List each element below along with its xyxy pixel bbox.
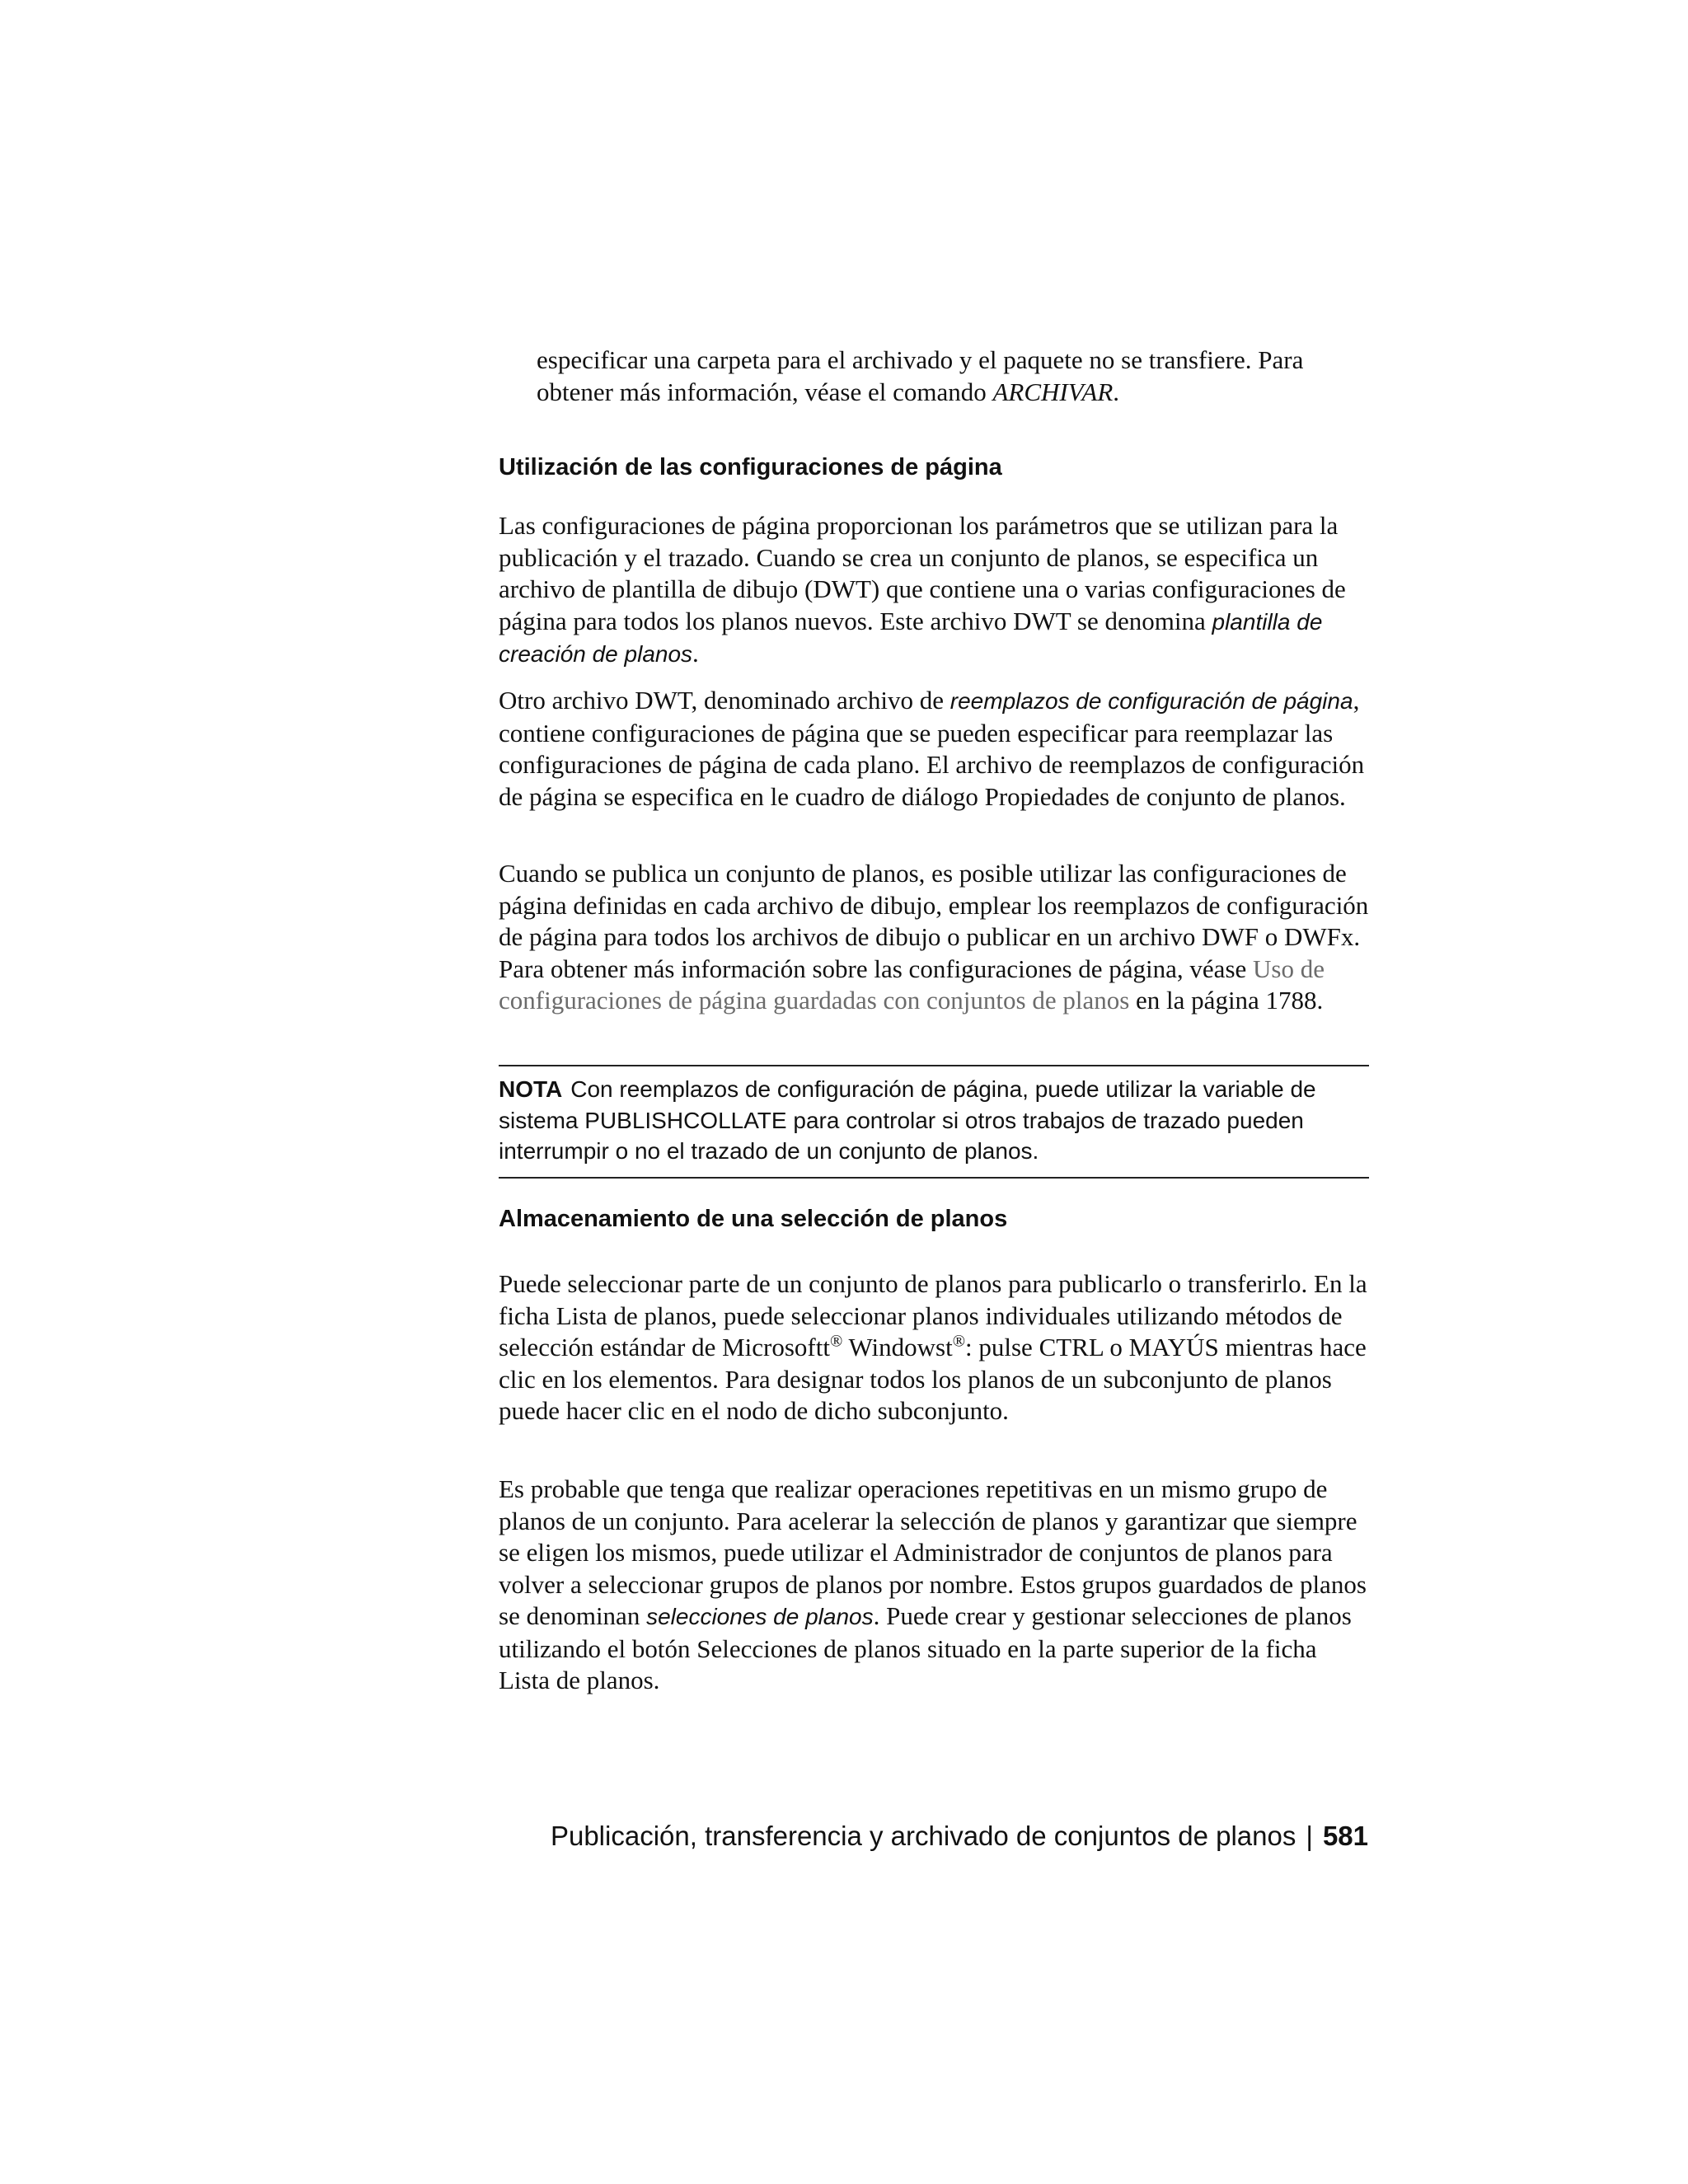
- term-plantilla: plantilla de creación de planos: [499, 608, 1323, 667]
- page-footer: [551, 1820, 1368, 1853]
- paragraph-sheet-selections: [499, 1474, 1372, 1697]
- term-selecciones: selecciones de planos: [646, 1604, 874, 1629]
- footer-separator: |: [1306, 1821, 1313, 1851]
- intro-paragraph: [537, 344, 1371, 408]
- paragraph-end: .: [692, 639, 699, 668]
- term-reemplazos: reemplazos de configuración de página: [950, 688, 1353, 714]
- section-heading-sheet-selection: Almacenamiento de una selección de planos: [499, 1206, 1008, 1232]
- paragraph-text: Las configuraciones de página proporcionan los parámetros que se utilizan para la publicación y el trazado. Cuando se crea un conjunto de planos, se especifica un archivo de plantilla de dibujo (DWT) que contiene una o varias configuraciones de página para todos los planos nuevos. Este archivo DWT se denomina: [499, 511, 1346, 635]
- paragraph-end: . Puede crear y gestionar selecciones de planos utilizando el botón Selecciones de planos situado en la parte superior de la ficha Lista de planos.: [499, 1601, 1352, 1694]
- note-box: [499, 1065, 1369, 1179]
- paragraph-text: Puede seleccionar parte de un conjunto de planos para publicarlo o transferirlo. En la ficha Lista de planos, puede seleccionar planos individuales utilizando métodos de selección estándar de Microsoftt: [499, 1269, 1367, 1361]
- paragraph-end: , contiene configuraciones de página que se pueden especificar para reemplazar las configuraciones de página de cada plano. El archivo de reemplazos de configuración de página se especifica en le cuadro de diálogo Propiedades de conjunto de planos.: [499, 686, 1365, 811]
- paragraph-select-sheets: [499, 1268, 1372, 1427]
- paragraph-text: Es probable que tenga que realizar operaciones repetitivas en un mismo grupo de planos de un conjunto. Para acelerar la selección de planos y garantizar que siempre se eligen los mismos, puede utilizar el Administrador de conjuntos de planos para volver a seleccionar grupos de planos por nombre. Estos grupos guardados de planos se denominan: [499, 1474, 1367, 1630]
- cross-reference-link[interactable]: Uso de configuraciones de página guardadas con conjuntos de planos: [499, 954, 1325, 1015]
- registered-mark: ®: [830, 1332, 843, 1351]
- paragraph-text: Otro archivo DWT, denominado archivo de: [499, 686, 950, 715]
- section-heading-page-setups: Utilización de las configuraciones de página: [499, 454, 1002, 480]
- registered-mark: ®: [952, 1332, 966, 1351]
- paragraph-text: Cuando se publica un conjunto de planos, es posible utilizar las configuraciones de página definidas en cada archivo de dibujo, emplear los reemplazos de configuración de página para todos los archivos de dibujo o publicar en un archivo DWF o DWFx. Para obtener más información sobre las configuraciones de página, véase: [499, 859, 1369, 983]
- paragraph-publishing: [499, 858, 1372, 1017]
- intro-text: especificar una carpeta para el archivado y el paquete no se transfiere. Para obtener más información, véase el comando: [537, 345, 1304, 406]
- page-number: 581: [1322, 1821, 1368, 1851]
- paragraph-overrides: [499, 685, 1372, 813]
- note-text: Con reemplazos de configuración de página, puede utilizar la variable de sistema PUBLISHCOLLATE para controlar si otros trabajos de trazado pueden interrumpir o no el trazado de un conjunto de planos.: [499, 1076, 1316, 1164]
- note-label: NOTA: [499, 1076, 563, 1102]
- paragraph-text: : pulse CTRL o MAYÚS mientras hace clic en los elementos. Para designar todos los planos de un subconjunto de planos puede hacer clic en el nodo de dicho subconjunto.: [499, 1333, 1367, 1425]
- paragraph-end: en la página 1788.: [1129, 986, 1324, 1015]
- archivar-command: ARCHIVAR: [992, 377, 1114, 406]
- paragraph-page-setups-intro: [499, 510, 1372, 671]
- paragraph-text: Windowst: [842, 1333, 953, 1361]
- intro-end: .: [1113, 377, 1120, 406]
- footer-title: Publicación, transferencia y archivado de conjuntos de planos: [550, 1821, 1296, 1851]
